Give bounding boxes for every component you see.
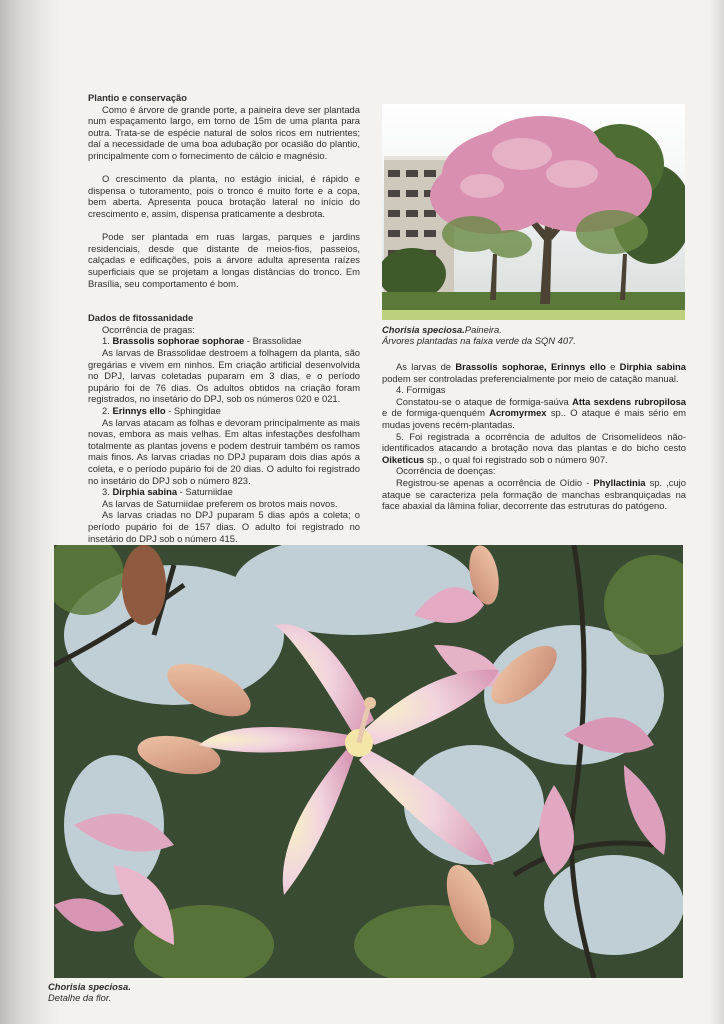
pest-5-text: 5. Foi registrada a ocorrência de adultos de Crisomelídeos não-identificados atacando a brotação nova das plantas e do bicho cesto Oiketicus sp., o qual foi registrado sob o número 907. [382,430,686,465]
tree-illustration [382,104,685,320]
photo-flower-detail [54,545,683,978]
pest-3-text-2: As larvas criadas no DPJ puparam 5 dias após a coleta; o período pupário foi de 157 dias. O adulto foi registrado no insetário do DPJ sob o número 415. [88,509,360,544]
pest-1-text: As larvas de Brassolidae destroem a folhagem da planta, são gregárias e vivem em ninhos. Em criação artificial desenvolvida no DPJ, larvas coletadas puparam em 3 dias, e o período pupário foi de 76 dias. Os adultos obtidos na criação foram registrados, no insetário do DPJ, sob os números 020 e 021. [88,347,360,405]
caption-top-photo [382,324,682,346]
flower-illustration [54,545,683,978]
binding-shadow [0,0,60,1024]
caption-top-line2: Árvores plantadas na faixa verde da SQN 407. [382,335,576,346]
pest-3-title: 3. Dirphia sabina - Saturniidae [102,486,233,498]
heading-fitossanidade: Dados de fitossanidade [88,312,194,324]
pest-4-text: Constatou-se o ataque de formiga-saúva Atta sexdens rubropilosa e de formiga-quenquém Acromyrmex sp.. O ataque é mais sério em mudas jovens recém-plantadas. [382,395,687,430]
caption-top-name: Paineira. [464,324,502,335]
heading-plantio: Plantio e conservação [88,92,188,103]
pest-2-name: Erinnys ello [112,405,166,417]
pest-3-text-1: As larvas de Saturniidae preferem os brotos mais novos. [102,497,338,509]
pest-4-title: 4. Formigas [396,384,446,396]
pest-1-name: Brassolis sophorae sophorae [112,335,245,347]
left-text-column [88,92,360,544]
pragas-intro: Ocorrência de pragas: [102,323,195,335]
doencas-text: Registrou-se apenas a ocorrência de Oídio - Phyllactinia sp. ,cujo ataque se caracteriza pela formação de manchas esbranquiçadas na face abaxial da lâmina foliar, decorrente das estruturas do patógeno. [382,476,686,512]
page-edge [710,0,724,1024]
right-text-column [382,361,686,512]
pest-1-title: 1. Brassolis sophorae sophorae - Brassolidae [102,335,302,347]
caption-bottom-line2: Detalhe da flor. [48,992,112,1003]
paragraph-plantio-3: Pode ser plantada em ruas largas, parques e jardins residenciais, desde que distante de meios-fios, passeios, calçadas e edificações, pois a árvore adulta apresenta raízes superficiais que se projetam a longas distâncias do tronco. Em Brasília, seu comportamento é bom. [88,231,360,289]
pest-3-name: Dirphia sabina [112,486,178,498]
control-paragraph: As larvas de Brassolis sophorae, Erinnys ello e Dirphia sabina podem ser controladas preferencialmente por meio de catação manual. [382,361,686,384]
pest-2-title: 2. Erinnys ello - Sphingidae [102,405,221,417]
caption-bottom-photo [48,981,248,1003]
pest-2-text: As larvas atacam as folhas e devoram principalmente as mais novas, embora as mais velhas. Em altas infestações desfolham totalmente as plantas jovens e podem destruir também os ramos mais finos. As larvas criadas no DPJ puparam dois dias após a coleta, e o período pupário foi de 20 dias. O adulto foi registrado no insetário do DPJ sob o número 823. [88,416,360,486]
caption-top-species: Chorisia speciosa. [382,324,465,335]
caption-bottom-species: Chorisia speciosa. [48,981,131,992]
doencas-heading: Ocorrência de doenças: [396,465,496,477]
paragraph-plantio-1: Como é árvore de grande porte, a paineira deve ser plantada num espaçamento largo, em torno de 15m de uma planta para outra. Trata-se de espécie natural de solos ricos em nutrientes; daí a necessidade de uma boa adubação por ocasião do plantio, principalmente com o fornecimento de cálcio e magnésio. [88,103,360,161]
photo-paineira-tree [382,104,685,320]
paragraph-plantio-2: O crescimento da planta, no estágio inicial, é rápido e dispensa o tutoramento, pois o tronco é muito forte e a copa, bem aberta. Apresenta pouca brotação lateral no início do crescimento e, assim, dispensa praticamente a desbrota. [88,173,360,219]
